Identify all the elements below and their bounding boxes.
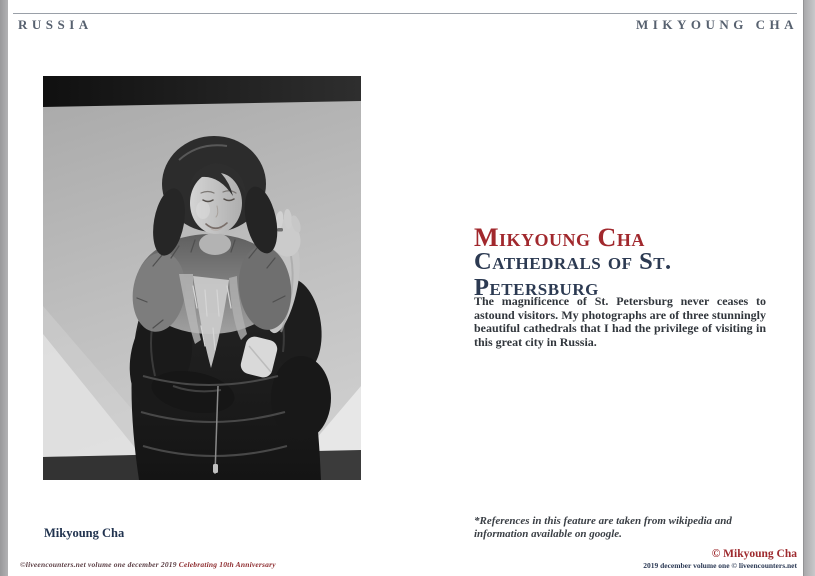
article-feature-title: Cathedrals of St. Petersburg	[474, 248, 672, 301]
footer-imprint-left	[20, 560, 276, 569]
page	[8, 0, 803, 576]
footer-imprint-main: ©liveencounters.net volume one december 2019	[20, 560, 179, 569]
photo-caption: Mikyoung Cha	[44, 526, 125, 540]
header-section-label: RUSSIA	[18, 17, 93, 32]
article-body: The magnificence of St. Petersburg never ceases to astound visitors. My photographs are of three stunningly beautiful cathedrals that I had the privilege of visiting in this great city in Russia.	[474, 294, 766, 349]
header-author-label: MIKYOUNG CHA	[636, 17, 798, 32]
footer-right	[643, 548, 797, 570]
article-footnote: *References in this feature are taken from wikipedia and information available on google.	[474, 515, 732, 540]
viewer-right-edge	[803, 0, 815, 576]
article-author-title: Mikyoung Cha	[474, 223, 645, 252]
footer-imprint-right: 2019 december volume one © liveencounters.net	[643, 561, 797, 570]
header-rule	[13, 13, 797, 14]
footer-copyright-credit: © Mikyoung Cha	[711, 548, 797, 560]
portrait-photo	[43, 76, 361, 480]
footer-anniversary-note: Celebrating 10th Anniversary	[178, 560, 276, 569]
